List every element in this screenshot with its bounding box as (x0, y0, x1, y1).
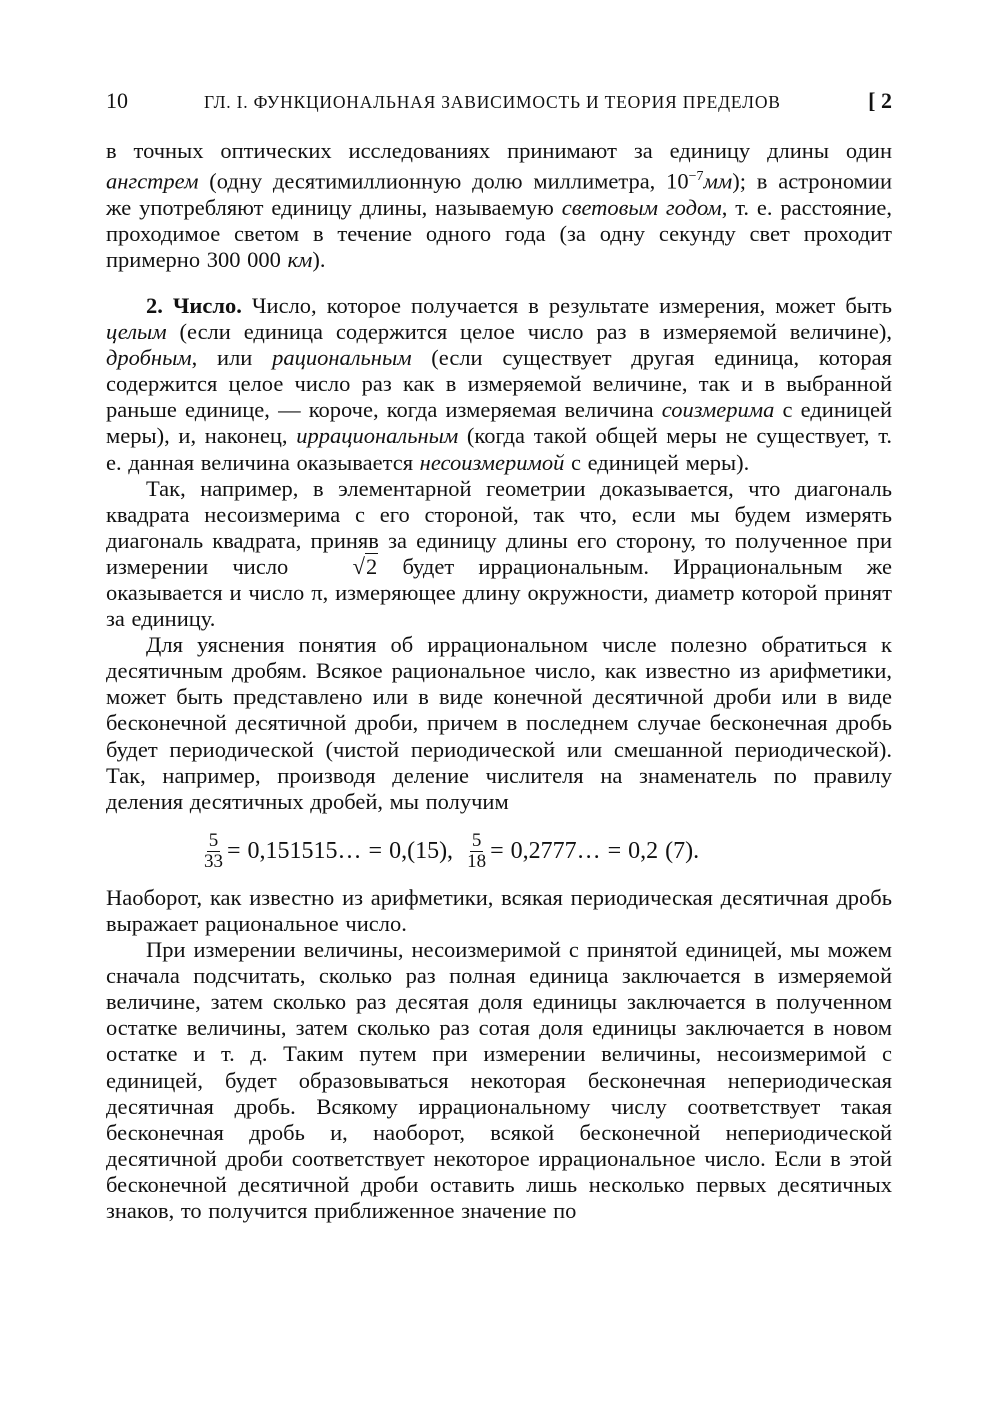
numerator: 5 (208, 829, 219, 851)
square-root (313, 554, 379, 580)
running-header (106, 88, 892, 118)
fraction-5-33 (202, 831, 225, 872)
text-run: будет иррациональным. Иррациональным же оказывается и число π, измеряющее длину окружности, диаметр которой принят за единицу. (106, 553, 892, 632)
running-title: ГЛ. I. ФУНКЦИОНАЛЬНАЯ ЗАВИСИМОСТЬ И ТЕОРИЯ ПРЕДЕЛОВ (204, 92, 781, 112)
text-run: , или (191, 345, 273, 371)
term-fractional: дробным (106, 345, 192, 371)
term-irrational: иррациональным (296, 423, 459, 449)
paragraph-decimal-fractions: Для уяснения понятия об иррациональном числе полезно обратиться к десятичным дробям. Всякое рациональное число, как известно из арифметики, может быть представлено или в виде конечной десятичной дроби или в виде бесконечной десятичной дроби, причем в последнем случае бесконечная дробь будет периодической (чистой периодической или смешанной периодической). Так, например, производя деление числителя на знаменатель по правилу деления десятичных дробей, мы получим (106, 632, 892, 814)
page-number: 10 (106, 88, 128, 113)
paragraph-number-definition (106, 293, 892, 476)
unit-km: км (287, 246, 313, 272)
text-run: в точных оптических исследованиях принимают за единицу длины один (106, 138, 892, 163)
exponent: −7 (688, 169, 704, 185)
paragraph-irrational-measurement: При измерении величины, несоизмеримой с принятой единицей, мы можем сначала подсчитать, сколько раз полная единица заключается в измеряемой величине, затем сколько раз десятая доля единицы заключается в полученном остатке величины, затем сколько раз сотая доля единицы заключается в новом остатке и т. д. Таким путем при измерении величины, несоизмеримой с единицей, будет образовываться некоторая бесконечная непериодическая десятичная дробь. Всякому иррациональному числу соответствует такая бесконечная дробь и, наоборот, всякой бесконечной непериодической десятичной дроби соответствует некоторое иррациональное число. Если в этой бесконечной десятичной дроби оставить лишь несколько первых десятичных знаков, то получится приближенное значение по (106, 937, 892, 1223)
section-marker: [ 2 (868, 88, 892, 113)
denominator: 18 (467, 850, 487, 872)
text-run: ); в астрономии же употребляют единицу длины, называемую (106, 168, 892, 220)
section-heading: 2. Число. (146, 292, 242, 318)
paragraph-units (106, 138, 892, 273)
term-light-year: световым годом (561, 194, 722, 220)
term-incommensurable: несоизмеримой (419, 449, 565, 475)
text-run: Так, например, в элементарной геометрии доказывается, что диагональ квадрата несоизмерима с его стороной, так что, если мы будем измерять диагональ квадрата, приняв за единицу длины его сторону, то полученное при измерении число (106, 475, 892, 579)
text-run: (если единица содержится целое число раз в измеряемой величине), (166, 319, 892, 345)
paragraph-periodic-rational: Наоборот, как известно из арифметики, всякая периодическая десятичная дробь выражает рациональное число. (106, 884, 892, 936)
display-formula (106, 825, 892, 877)
text-run: (одну десятимиллионную долю миллиметра, 10 (198, 168, 689, 194)
text-run: с единицей меры). (564, 449, 750, 475)
text-run: ). (312, 246, 326, 272)
paragraph-diagonal-example (106, 476, 892, 633)
denominator: 33 (204, 850, 223, 872)
term-angstrom: ангстрем (106, 168, 199, 194)
fraction-5-18 (465, 831, 488, 872)
text-run: , т. е. расстояние, проходимое светом в течение одного года (за одну секунду свет проходит примерно 300 000 (106, 194, 892, 272)
formula-expansion-1: = 0,151515… = 0,(15), (227, 838, 454, 865)
body-text (106, 138, 892, 1224)
radicand: 2 (365, 553, 378, 579)
unit-mm: мм (703, 168, 733, 194)
formula-expansion-2: = 0,2777… = 0,2 (7). (490, 838, 700, 865)
term-integer: целым (106, 319, 167, 345)
term-commensurable: соизмерима (661, 397, 775, 423)
text-run: с единицей меры), и, наконец, (106, 397, 892, 449)
numerator: 5 (471, 829, 482, 851)
text-run: (когда такой общей меры не существует, т. е. данная величина оказывается (106, 423, 892, 475)
radical-sign: √ (352, 553, 365, 579)
term-rational: рациональным (272, 345, 412, 371)
text-run: (если существует другая единица, которая содержится целое число раз как в измеряемой величине, так и в выбранной раньше единице, — короче, когда измеряемая величина (106, 345, 893, 423)
text-run: Число, которое получается в результате измерения, может быть (241, 292, 892, 318)
